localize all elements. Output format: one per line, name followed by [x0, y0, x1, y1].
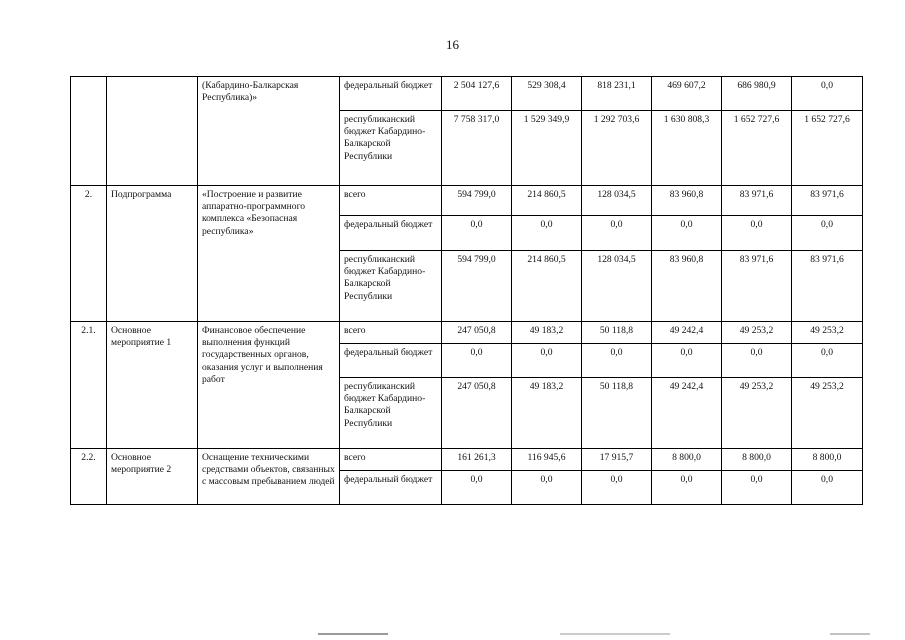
- value-cell: 594 799,0: [442, 251, 512, 322]
- value-cell: 83 971,6: [792, 186, 863, 216]
- funding-source: федеральный бюджет: [340, 77, 442, 111]
- value-cell: 161 261,3: [442, 449, 512, 471]
- funding-source: республиканский бюджет Кабардино-Балкарской Республики: [340, 251, 442, 322]
- row-type: Подпрограмма: [107, 186, 198, 322]
- value-cell: 8 800,0: [652, 449, 722, 471]
- row-number: 2.: [71, 186, 107, 322]
- funding-source: федеральный бюджет: [340, 216, 442, 251]
- value-cell: 686 980,9: [722, 77, 792, 111]
- funding-source: республиканский бюджет Кабардино-Балкарской Республики: [340, 111, 442, 186]
- funding-source: федеральный бюджет: [340, 471, 442, 505]
- value-cell: 469 607,2: [652, 77, 722, 111]
- value-cell: 0,0: [442, 216, 512, 251]
- value-cell: 8 800,0: [792, 449, 863, 471]
- table-row: [71, 186, 863, 216]
- value-cell: 1 630 808,3: [652, 111, 722, 186]
- value-cell: 50 118,8: [582, 322, 652, 344]
- funding-source: федеральный бюджет: [340, 344, 442, 378]
- scan-artifact: [560, 633, 670, 635]
- row-number: 2.1.: [71, 322, 107, 449]
- page-number: 16: [446, 37, 459, 52]
- value-cell: 0,0: [652, 344, 722, 378]
- value-cell: 49 253,2: [792, 322, 863, 344]
- scan-artifact: [318, 633, 388, 635]
- value-cell: 0,0: [722, 471, 792, 505]
- value-cell: 49 183,2: [512, 378, 582, 449]
- value-cell: 1 292 703,6: [582, 111, 652, 186]
- value-cell: 49 242,4: [652, 322, 722, 344]
- value-cell: 49 253,2: [722, 322, 792, 344]
- row-name: Оснащение техническими средствами объектов, связанных с массовым пребыванием людей: [198, 449, 340, 505]
- value-cell: 0,0: [792, 77, 863, 111]
- table-row: [71, 322, 863, 344]
- value-cell: 0,0: [512, 216, 582, 251]
- value-cell: 0,0: [792, 344, 863, 378]
- value-cell: 1 652 727,6: [792, 111, 863, 186]
- funding-source: всего: [340, 186, 442, 216]
- value-cell: 1 529 349,9: [512, 111, 582, 186]
- value-cell: 0,0: [792, 471, 863, 505]
- scan-artifact: [830, 633, 870, 635]
- value-cell: 128 034,5: [582, 186, 652, 216]
- value-cell: 83 971,6: [722, 186, 792, 216]
- value-cell: 0,0: [652, 471, 722, 505]
- value-cell: 0,0: [512, 471, 582, 505]
- value-cell: 0,0: [582, 471, 652, 505]
- funding-source: всего: [340, 322, 442, 344]
- value-cell: 128 034,5: [582, 251, 652, 322]
- row-number: [71, 77, 107, 186]
- value-cell: 49 253,2: [792, 378, 863, 449]
- value-cell: 247 050,8: [442, 322, 512, 344]
- value-cell: 214 860,5: [512, 186, 582, 216]
- value-cell: 83 971,6: [792, 251, 863, 322]
- row-name: «Построение и развитие аппаратно-программного комплекса «Безопасная республика»: [198, 186, 340, 322]
- value-cell: 0,0: [722, 344, 792, 378]
- value-cell: 83 960,8: [652, 186, 722, 216]
- value-cell: 0,0: [722, 216, 792, 251]
- value-cell: 818 231,1: [582, 77, 652, 111]
- value-cell: 0,0: [512, 344, 582, 378]
- value-cell: 0,0: [582, 344, 652, 378]
- value-cell: 50 118,8: [582, 378, 652, 449]
- value-cell: 1 652 727,6: [722, 111, 792, 186]
- value-cell: 49 253,2: [722, 378, 792, 449]
- value-cell: 214 860,5: [512, 251, 582, 322]
- table-row: [71, 77, 863, 111]
- value-cell: 0,0: [582, 216, 652, 251]
- row-name: Финансовое обеспечение выполнения функций государственных органов, оказания услуг и выполнения работ: [198, 322, 340, 449]
- value-cell: 116 945,6: [512, 449, 582, 471]
- row-number: 2.2.: [71, 449, 107, 505]
- value-cell: 0,0: [792, 216, 863, 251]
- value-cell: 594 799,0: [442, 186, 512, 216]
- value-cell: 49 242,4: [652, 378, 722, 449]
- row-type: [107, 77, 198, 186]
- value-cell: 7 758 317,0: [442, 111, 512, 186]
- funding-source: республиканский бюджет Кабардино-Балкарской Республики: [340, 378, 442, 449]
- value-cell: 49 183,2: [512, 322, 582, 344]
- table-row: [71, 449, 863, 471]
- value-cell: 0,0: [652, 216, 722, 251]
- value-cell: 17 915,7: [582, 449, 652, 471]
- row-type: Основное мероприятие 2: [107, 449, 198, 505]
- value-cell: 0,0: [442, 471, 512, 505]
- row-name: (Кабардино-Балкарская Республика)»: [198, 77, 340, 186]
- funding-source: всего: [340, 449, 442, 471]
- value-cell: 247 050,8: [442, 378, 512, 449]
- value-cell: 83 971,6: [722, 251, 792, 322]
- value-cell: 8 800,0: [722, 449, 792, 471]
- value-cell: 0,0: [442, 344, 512, 378]
- value-cell: 83 960,8: [652, 251, 722, 322]
- row-type: Основное мероприятие 1: [107, 322, 198, 449]
- budget-table: [70, 76, 863, 505]
- value-cell: 2 504 127,6: [442, 77, 512, 111]
- value-cell: 529 308,4: [512, 77, 582, 111]
